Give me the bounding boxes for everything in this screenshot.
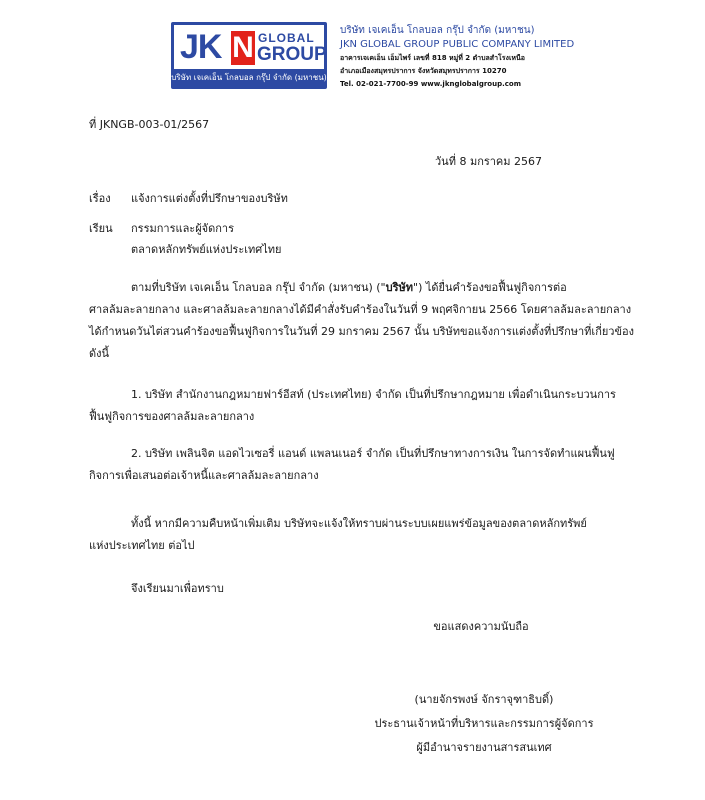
company-short-name: บริษัท [385, 281, 414, 294]
paragraph-1-line2: ศาลล้มละลายกลาง และศาลล้มละลายกลางได้มีคำสั่งรับคำร้องในวันที่ 9 พฤศจิกายน 2566 โดยศาลล้มละลายกลาง [89, 303, 632, 316]
paragraph-1-line1 [131, 281, 623, 295]
logo-jk-text: JK [180, 28, 222, 66]
advisor-item-1-line2: ฟื้นฟูกิจการของศาลล้มละลายกลาง [89, 410, 255, 423]
company-name-english: JKN GLOBAL GROUP PUBLIC COMPANY LIMITED [340, 39, 575, 50]
logo-upper-panel [174, 25, 327, 69]
paragraph-1-line4: ดังนี้ [89, 347, 110, 360]
paragraph-2-line1: ทั้งนี้ หากมีความคืบหน้าเพิ่มเติม บริษัทจะแจ้งให้ทราบผ่านระบบเผยแพร่ข้อมูลของตลาดหลักทรัพย์ [131, 517, 587, 530]
logo-thai-name: บริษัท เจเคเอ็น โกลบอล กรุ๊ป จำกัด (มหาชน) [171, 73, 327, 82]
recipient-label: เรียน [89, 222, 113, 235]
logo-group-text: GROUP [257, 44, 327, 65]
company-contact: Tel. 02-021-7700-99 www.jknglobalgroup.com [340, 80, 521, 88]
company-logo [171, 22, 327, 89]
advisor-item-2-line1: 2. บริษัท เพลินจิต แอดไวเซอรี่ แอนด์ แพลนเนอร์ จำกัด เป็นที่ปรึกษาทางการเงิน ในการจัดทำแผนฟื้นฟู [131, 447, 615, 460]
paragraph-2-line2: แห่งประเทศไทย ต่อไป [89, 539, 195, 552]
signatory-authority: ผู้มีอำนาจรายงานสารสนเทศ [416, 741, 552, 754]
subject-text: แจ้งการแต่งตั้งที่ปรึกษาของบริษัท [131, 192, 288, 205]
company-address-line2: อำเภอเมืองสมุทรปราการ จังหวัดสมุทรปราการ 10270 [340, 67, 507, 75]
advisor-item-1-line1: 1. บริษัท สำนักงานกฎหมายฟาร์อีสท์ (ประเทศไทย) จำกัด เป็นที่ปรึกษากฎหมาย เพื่อดำเนินกระบวนการ [131, 388, 616, 401]
advisor-item-2-line2: กิจการเพื่อเสนอต่อเจ้าหนี้และศาลล้มละลายกลาง [89, 469, 319, 482]
company-name-thai: บริษัท เจเคเอ็น โกลบอล กรุ๊ป จำกัด (มหาชน) [340, 25, 535, 36]
signatory-name: (นายจักรพงษ์ จักราจุฑาธิบดิ์) [414, 693, 554, 706]
logo-n-block: N [232, 31, 254, 64]
letter-date: วันที่ 8 มกราคม 2567 [435, 155, 543, 168]
closing-request: จึงเรียนมาเพื่อทราบ [131, 582, 224, 595]
paragraph-1-line3: ได้กำหนดวันไต่สวนคำร้องขอฟื้นฟูกิจการในวันที่ 29 มกราคม 2567 นั้น บริษัทขอแจ้งการแต่งตั้งที่ปรึกษาที่เกี่ยวข้อง [89, 325, 634, 338]
paragraph-1-text-a: ตามที่บริษัท เจเคเอ็น โกลบอล กรุ๊ป จำกัด (มหาชน) (" [131, 281, 386, 294]
signatory-title: ประธานเจ้าหน้าที่บริหารและกรรมการผู้จัดการ [374, 717, 594, 730]
paragraph-1-text-b: ") ได้ยื่นคำร้องขอฟื้นฟูกิจการต่อ [413, 281, 567, 294]
logo-global-text: GLOBAL [258, 31, 315, 45]
company-address-line1: อาคารเจเคเอ็น เอ็มไพร์ เลขที่ 818 หมู่ที่ 2 ตำบลสำโรงเหนือ [340, 54, 525, 62]
reference-number: ที่ JKNGB-003-01/2567 [89, 118, 210, 131]
closing-salutation: ขอแสดงความนับถือ [433, 620, 529, 633]
subject-label: เรื่อง [89, 192, 111, 205]
recipient-line1: กรรมการและผู้จัดการ [131, 222, 234, 235]
recipient-line2: ตลาดหลักทรัพย์แห่งประเทศไทย [131, 243, 282, 256]
